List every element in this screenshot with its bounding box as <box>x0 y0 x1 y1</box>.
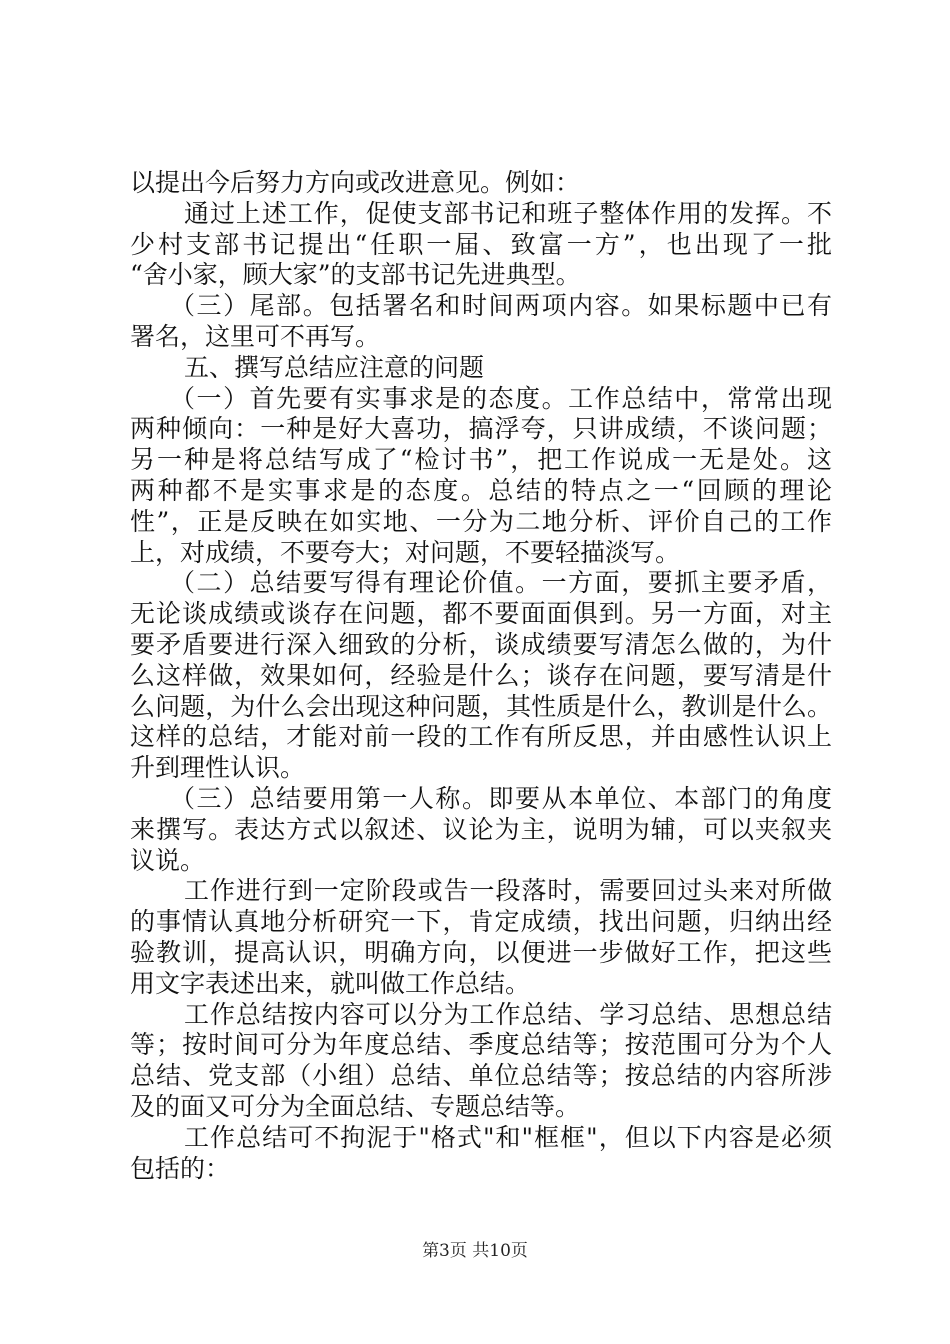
text-line: 工作进行到一定阶段或告一段落时，需要回过头来对所做 <box>184 876 832 906</box>
text-line: 署名，这里可不再写。 <box>130 321 381 351</box>
page-number-label: 第3页 共10页 <box>422 1241 528 1261</box>
text-line: 总结、党支部（小组）总结、单位总结等；按总结的内容所涉 <box>130 1061 832 1091</box>
text-line: 的事情认真地分析研究一下，肯定成绩，找出问题，归纳出经 <box>130 907 832 937</box>
text-line: 等；按时间可分为年度总结、季度总结等；按范围可分为个人 <box>130 1030 832 1060</box>
text-line: 工作总结按内容可以分为工作总结、学习总结、思想总结 <box>184 999 832 1029</box>
text-line: 么问题，为什么会出现这种问题，其性质是什么，教训是什么。 <box>130 691 832 721</box>
text-line: （三）尾部。包括署名和时间两项内容。如果标题中已有 <box>170 291 832 321</box>
text-line: 升到理性认识。 <box>130 753 306 783</box>
text-line: （三）总结要用第一人称。即要从本单位、本部门的角度 <box>170 783 832 813</box>
text-line: 上，对成绩，不要夸大；对问题，不要轻描淡写。 <box>130 537 681 567</box>
page-footer <box>0 1240 950 1262</box>
document-body <box>130 168 832 1184</box>
text-line: 来撰写。表达方式以叙述、议论为主，说明为辅，可以夹叙夹 <box>130 814 832 844</box>
text-line: 通过上述工作，促使支部书记和班子整体作用的发挥。不 <box>184 198 832 228</box>
text-line: 议说。 <box>130 845 206 875</box>
text-line: 两种都不是实事求是的态度。总结的特点之一“回顾的理论 <box>130 475 832 505</box>
text-line: 验教训，提高认识，明确方向，以便进一步做好工作，把这些 <box>130 937 832 967</box>
text-line: 五、撰写总结应注意的问题 <box>184 352 485 382</box>
text-line: 这样的总结，才能对前一段的工作有所反思，并由感性认识上 <box>130 722 832 752</box>
text-line: “舍小家，顾大家”的支部书记先进典型。 <box>130 260 581 290</box>
text-line: 以提出今后努力方向或改进意见。例如： <box>130 168 581 197</box>
text-line: 另一种是将总结写成了“检讨书”，把工作说成一无是处。这 <box>130 445 832 475</box>
text-line: 两种倾向：一种是好大喜功，搞浮夸，只讲成绩，不谈问题； <box>130 414 832 444</box>
text-line: 及的面又可分为全面总结、专题总结等。 <box>130 1091 581 1121</box>
text-line: （一）首先要有实事求是的态度。工作总结中，常常出现 <box>170 383 832 413</box>
text-line: 包括的： <box>130 1153 231 1183</box>
text-line: 工作总结可不拘泥于"格式"和"框框"，但以下内容是必须 <box>184 1122 832 1152</box>
text-line: （二）总结要写得有理论价值。一方面，要抓主要矛盾， <box>170 568 832 598</box>
text-line: 少村支部书记提出“任职一届、致富一方”，也出现了一批 <box>130 229 832 259</box>
text-line: 用文字表述出来，就叫做工作总结。 <box>130 968 531 998</box>
text-line: 要矛盾要进行深入细致的分析，谈成绩要写清怎么做的，为什 <box>130 629 832 659</box>
text-line: 性”，正是反映在如实地、一分为二地分析、评价自己的工作 <box>130 506 832 536</box>
text-line: 么这样做，效果如何，经验是什么；谈存在问题，要写清是什 <box>130 660 832 690</box>
text-line: 无论谈成绩或谈存在问题，都不要面面俱到。另一方面，对主 <box>130 599 832 629</box>
